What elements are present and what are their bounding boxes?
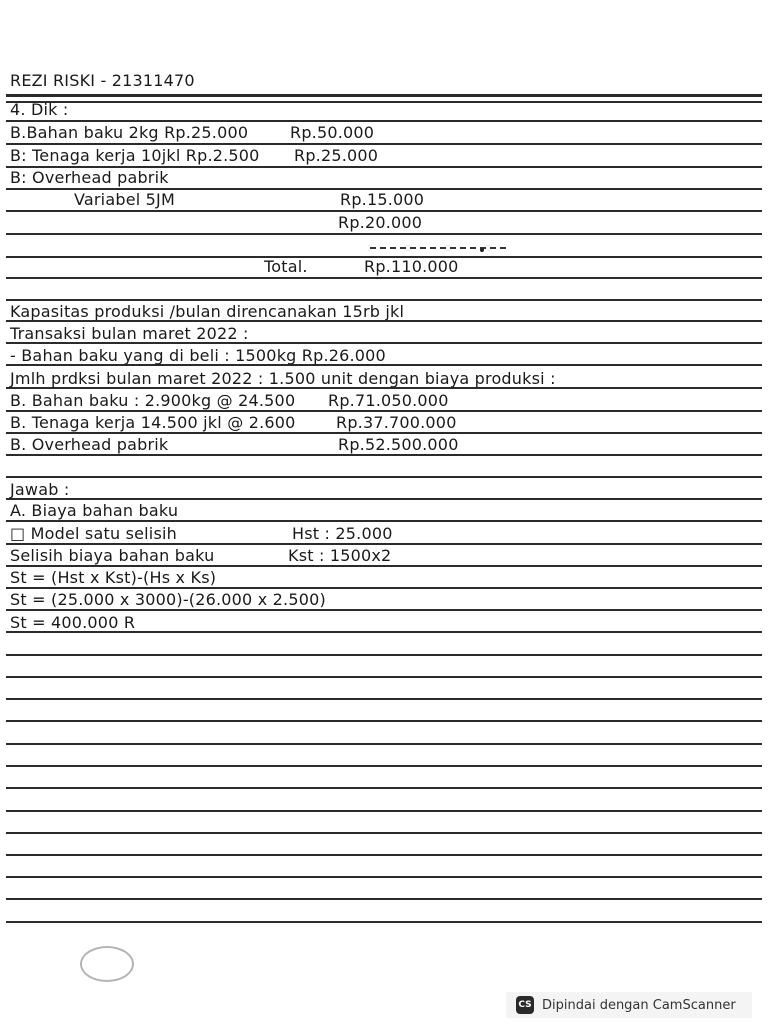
camscanner-label: Dipindai dengan CamScanner xyxy=(542,997,736,1013)
hst-value: Hst : 25.000 xyxy=(292,524,393,543)
transaction-line: Transaksi bulan maret 2022 : xyxy=(10,324,249,343)
student-name-id: REZI RISKI - 21311470 xyxy=(10,71,195,90)
section-a-title: A. Biaya bahan baku xyxy=(10,501,179,520)
actual-overhead-line: B. Overhead pabrik xyxy=(10,435,169,454)
ruled-line xyxy=(6,454,762,456)
raw-material-line: B.Bahan baku 2kg Rp.25.000 xyxy=(10,123,249,142)
ruled-line xyxy=(6,120,762,122)
labor-amount: Rp.25.000 xyxy=(294,146,379,165)
result-line: St = 400.000 R xyxy=(10,613,136,632)
ruled-line xyxy=(6,743,762,745)
kst-value: Kst : 1500x2 xyxy=(288,546,392,565)
ruled-line xyxy=(6,299,762,301)
production-line: Jmlh prdksi bulan maret 2022 : 1.500 unit dengan biaya produksi : xyxy=(10,369,556,388)
ruled-line xyxy=(6,565,762,567)
ruled-line xyxy=(6,676,762,678)
ruled-line xyxy=(6,520,762,522)
calculation-line: St = (25.000 x 3000)-(26.000 x 2.500) xyxy=(10,590,326,609)
formula-line: St = (Hst x Kst)-(Hs x Ks) xyxy=(10,568,217,587)
capacity-line: Kapasitas produksi /bulan direncanakan 15rb jkl xyxy=(10,302,405,321)
ruled-line xyxy=(6,94,762,97)
ruled-line xyxy=(6,432,762,434)
camscanner-logo-icon: CS xyxy=(516,996,534,1014)
total-label: Total. xyxy=(264,257,308,276)
ruled-line xyxy=(6,210,762,212)
ruled-line xyxy=(6,898,762,900)
ruled-line xyxy=(6,810,762,812)
ruled-line xyxy=(6,876,762,878)
ruled-line xyxy=(6,832,762,834)
labor-line: B: Tenaga kerja 10jkl Rp.2.500 xyxy=(10,146,260,165)
raw-material-amount: Rp.50.000 xyxy=(290,123,375,142)
ruled-line xyxy=(6,921,762,923)
ruled-line xyxy=(6,233,762,235)
variable-line: Variabel 5JM xyxy=(74,190,175,209)
ruled-line xyxy=(6,654,762,656)
ruled-line xyxy=(6,765,762,767)
answer-heading: Jawab : xyxy=(10,480,70,499)
total-amount: Rp.110.000 xyxy=(364,257,459,276)
problem-number: 4. Dik : xyxy=(10,100,69,119)
actual-overhead-amount: Rp.52.500.000 xyxy=(338,435,459,454)
variable-amount: Rp.15.000 xyxy=(340,190,425,209)
camscanner-watermark xyxy=(506,992,752,1018)
ruled-line xyxy=(6,698,762,700)
ruled-line xyxy=(6,854,762,856)
ruled-line xyxy=(6,101,762,103)
ruled-line xyxy=(6,410,762,412)
ruled-line xyxy=(6,498,762,500)
actual-material-line: B. Bahan baku : 2.900kg @ 24.500 xyxy=(10,391,296,410)
ruled-line xyxy=(6,720,762,722)
page-stamp xyxy=(80,946,134,982)
fixed-amount: Rp.20.000 xyxy=(338,213,423,232)
ruled-line xyxy=(6,543,762,545)
ruled-line xyxy=(6,609,762,611)
actual-labor-amount: Rp.37.700.000 xyxy=(336,413,457,432)
sum-line-dot xyxy=(480,248,484,252)
actual-material-amount: Rp.71.050.000 xyxy=(328,391,449,410)
sum-line xyxy=(370,247,506,249)
actual-labor-line: B. Tenaga kerja 14.500 jkl @ 2.600 xyxy=(10,413,296,432)
variance-line: Selisih biaya bahan baku xyxy=(10,546,215,565)
model-line: □ Model satu selisih xyxy=(10,524,177,543)
ruled-line xyxy=(6,143,762,145)
ruled-line xyxy=(6,587,762,589)
overhead-line: B: Overhead pabrik xyxy=(10,168,169,187)
ruled-line xyxy=(6,277,762,279)
ruled-line xyxy=(6,476,762,478)
ruled-line xyxy=(6,787,762,789)
purchase-line: - Bahan baku yang di beli : 1500kg Rp.26.000 xyxy=(10,346,386,365)
